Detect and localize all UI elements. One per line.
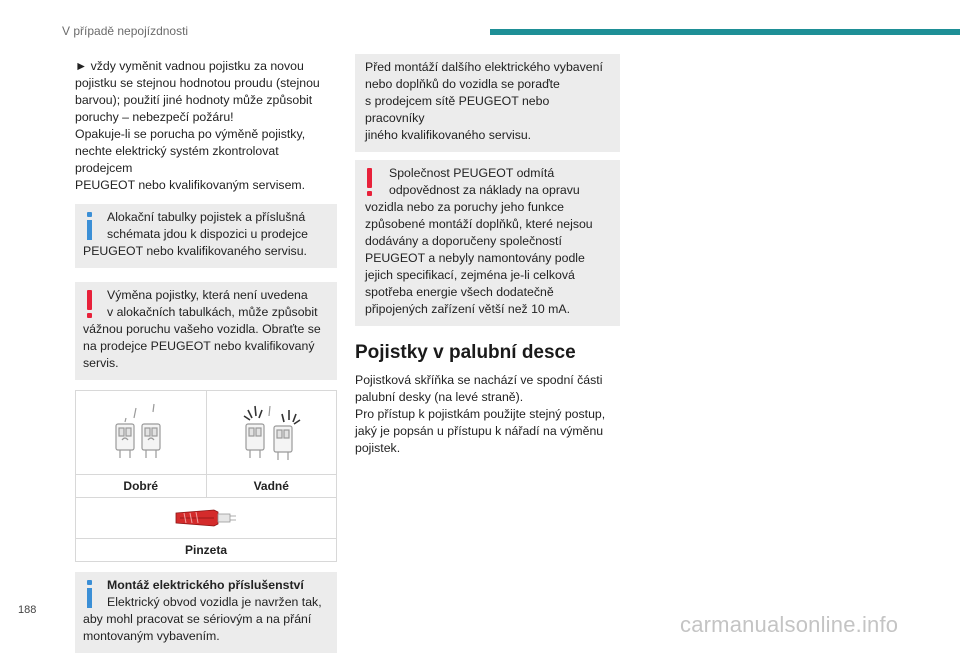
text-line: Výměna pojistky, která není uvedena (107, 288, 308, 302)
text-line: jaký je popsán u přístupu k nářadí na výměnu (355, 424, 604, 438)
text-line: jiného kvalifikovaného servisu. (365, 128, 532, 142)
text-line: s prodejcem sítě PEUGEOT nebo pracovníky (365, 94, 550, 125)
header-accent-bar (490, 29, 960, 35)
text-line: Elektrický obvod vozidla je navržen tak, (107, 595, 322, 609)
watermark: carmanualsonline.info (680, 612, 899, 637)
good-label: Dobré (123, 478, 159, 493)
bad-fuse-illustration (206, 391, 337, 474)
text-line: Pojistková skříňka se nachází ve spodní části (355, 373, 603, 387)
warning-icon (85, 290, 95, 318)
text-line: Opakuje-li se porucha po výměně pojistky, (75, 127, 306, 141)
intro-paragraph (75, 58, 337, 194)
warning-icon (365, 168, 375, 196)
tweezers-illustration (76, 498, 336, 538)
text-line: na prodejce PEUGEOT nebo kvalifikovaný (83, 339, 315, 353)
text-line: nechte elektrický systém zkontrolovat prodejcem (75, 144, 279, 175)
warning-note (75, 282, 337, 380)
text-line: PEUGEOT nebo kvalifikovaného servisu. (83, 244, 307, 258)
text-line: ► vždy vyměnit vadnou pojistku za novou (75, 59, 304, 73)
tweezers-label: Pinzeta (184, 542, 227, 557)
text-line: barvou); použití jiné hodnoty může způsobit (75, 93, 313, 107)
text-line: PEUGEOT a nebyly namontovány podle (365, 251, 585, 265)
text-line: odpovědnost za náklady na opravu (389, 183, 580, 197)
text-line: dodávány a doporučeny společností (365, 234, 562, 248)
text-line: pojistek. (355, 441, 401, 455)
text-line: vážnou poruchu vašeho vozidla. Obraťte se (83, 322, 321, 336)
text-line: v alokačních tabulkách, může způsobit (107, 305, 318, 319)
text-line: způsobené montáží doplňků, které nejsou (365, 217, 593, 231)
good-fuse-illustration (76, 391, 206, 474)
info-note (75, 204, 337, 268)
fuse-table (75, 390, 337, 562)
text-line: spotřeba energie všech dodatečně (365, 285, 554, 299)
dashboard-fuses-section (355, 342, 620, 457)
text-line: montovaným vybavením. (83, 629, 220, 643)
warning-note (355, 160, 620, 326)
note-title: Montáž elektrického příslušenství (107, 578, 304, 592)
good-fuse-icon (106, 398, 176, 468)
page-number: 188 (18, 604, 37, 616)
left-column (75, 58, 337, 653)
text-line: schémata jdou k dispozici u prodejce (107, 227, 308, 241)
info-icon (85, 212, 95, 240)
tweezers-icon (174, 507, 238, 529)
text-line: vozidla nebo za poruchy jeho funkce (365, 200, 564, 214)
text-line: Alokační tabulky pojistek a příslušná (107, 210, 306, 224)
text-line: Před montáží dalšího elektrického vybavení (365, 60, 603, 74)
text-line: Společnost PEUGEOT odmítá (389, 166, 555, 180)
right-column (355, 54, 620, 457)
text-line: servis. (83, 356, 119, 370)
text-line: palubní desky (na levé straně). (355, 390, 524, 404)
text-line: pojistku se stejnou hodnotou proudu (stejnou (75, 76, 320, 90)
info-icon (85, 580, 95, 608)
text-line: poruchy – nebezpečí požáru! (75, 110, 234, 124)
section-heading: Pojistky v palubní desce (355, 342, 576, 363)
running-header: V případě nepojízdnosti (62, 24, 189, 38)
text-line: PEUGEOT nebo kvalifikovaným servisem. (75, 178, 306, 192)
bad-label: Vadné (206, 475, 337, 497)
text-line: připojených zařízení větší než 10 mA. (365, 302, 571, 316)
bad-fuse-icon (234, 398, 308, 468)
text-line: jejich specifikací, zejména je-li celková (365, 268, 575, 282)
text-line: Pro přístup k pojistkám použijte stejný postup, (355, 407, 606, 421)
text-line: nebo doplňků do vozidla se poraďte (365, 77, 560, 91)
text-line: aby mohl pracovat se sériovým a na přání (83, 612, 312, 626)
accessory-note (75, 572, 337, 653)
accessory-advice-note (355, 54, 620, 152)
